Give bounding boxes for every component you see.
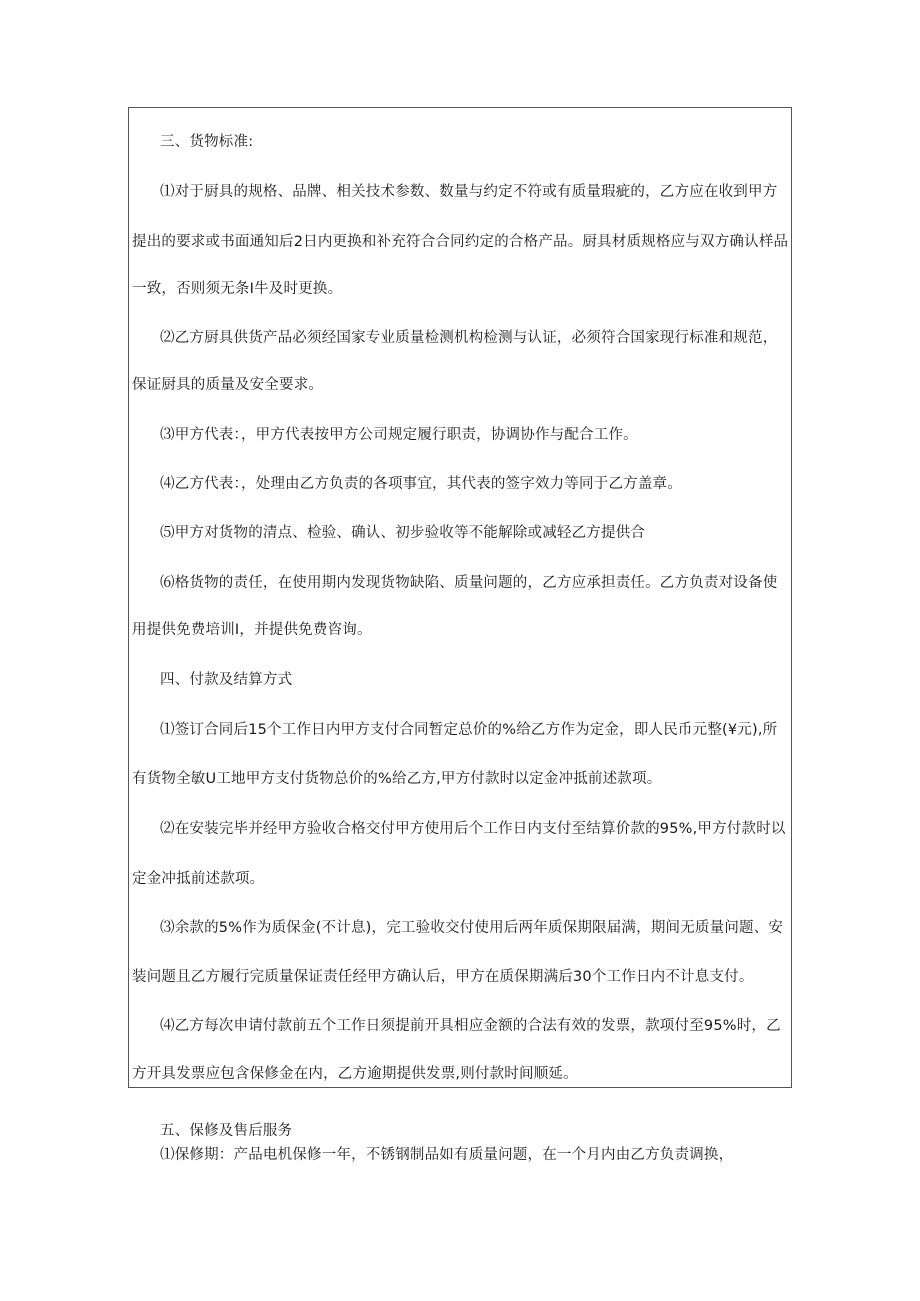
paragraph-line: ⑴保修期：产品电机保修一年，不锈钢制品如有质量问题，在一个月内由乙方负责调换，	[160, 1147, 734, 1163]
paragraph-line: ⑴对于厨具的规格、品牌、相关技术参数、数量与约定不符或有质量瑕疵的，乙方应在收到甲方	[160, 184, 778, 200]
paragraph-line: 有货物全敏U工地甲方支付货物总价的%给乙方,甲方付款时以定金冲抵前述款项。	[132, 771, 662, 787]
paragraph-line: 一致，否则须无条I牛及时更换。	[132, 281, 343, 297]
paragraph-line: 用提供免费培训I，并提供免费咨询。	[132, 622, 372, 638]
paragraph-line: 保证厨具的质量及安全要求。	[132, 377, 324, 393]
section-heading-warranty: 五、保修及售后服务	[160, 1123, 293, 1139]
paragraph-line: 提出的要求或书面通知后2日内更换和补充符合合同约定的合格产品。厨具材质规格应与双方确认样品	[132, 234, 789, 250]
paragraph-line: ⑵在安装完毕并经甲方验收合格交付甲方使用后个工作日内支付至结算价款的95%,甲方付款时以	[160, 821, 786, 837]
paragraph-line: ⑷乙方每次申请付款前五个工作日须提前开具相应金额的合法有效的发票，款项付至95%时，乙	[160, 1018, 781, 1034]
paragraph-line: ⑷乙方代表：，处理由乙方负责的各项事宜，其代表的签字效力等同于乙方盖章。	[160, 476, 682, 492]
contract-table-cell	[128, 107, 792, 1088]
paragraph-line: ⑶余款的5%作为质保金(不计息)，完工验收交付使用后两年质保期限届满，期间无质量问题、安	[160, 920, 784, 936]
paragraph-line: ⑴签订合同后15个工作日内甲方支付合同暂定总价的%给乙方作为定金，即人民币元整(¥元),所	[160, 722, 778, 738]
paragraph-line: ⑸甲方对货物的清点、检验、确认、初步验收等不能解除或减轻乙方提供合	[160, 525, 646, 541]
paragraph-line: ⑵乙方厨具供货产品必须经国家专业质量检测机构检测与认证，必须符合国家现行标准和规范，	[160, 330, 778, 346]
paragraph-line: 定金冲抵前述款项。	[132, 871, 265, 887]
paragraph-line: ⑶甲方代表：，甲方代表按甲方公司规定履行职责，协调协作与配合工作。	[160, 427, 638, 443]
paragraph-line: ⑹格货物的责任，在使用期内发现货物缺陷、质量问题的，乙方应承担责任。乙方负责对设备使	[160, 575, 778, 591]
paragraph-line: 装问题且乙方履行完质量保证责任经甲方确认后，甲方在质保期满后30个工作日内不计息支付。	[132, 969, 754, 985]
section-heading-goods-standard: 三、货物标准:	[160, 134, 254, 150]
section-heading-payment: 四、付款及结算方式	[160, 672, 293, 688]
paragraph-line: 方开具发票应包含保修金在内，乙方逾期提供发票,则付款时间顺延。	[132, 1066, 578, 1082]
